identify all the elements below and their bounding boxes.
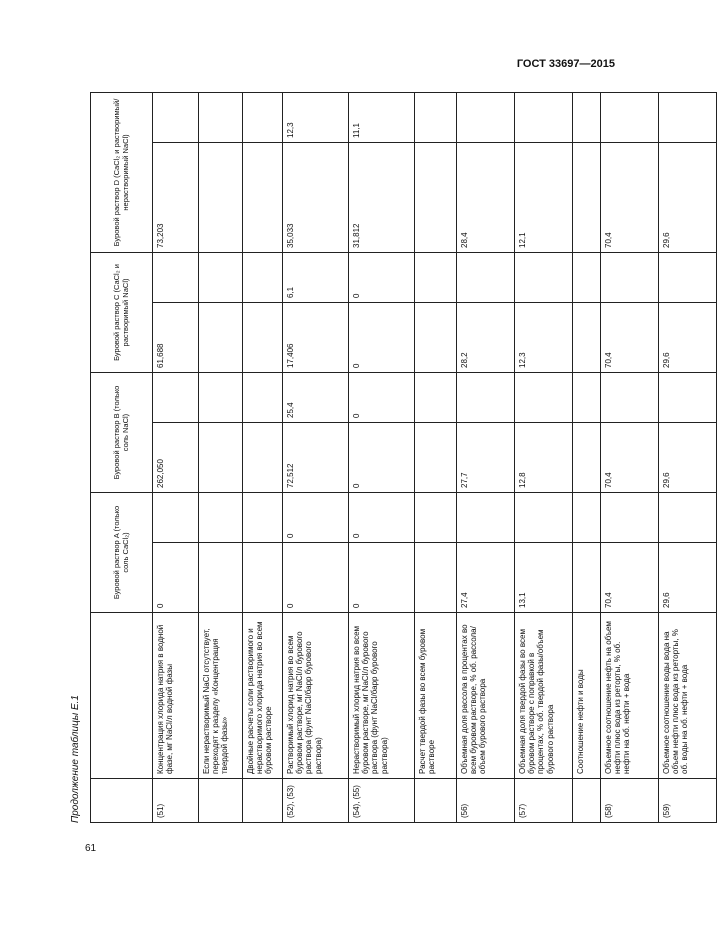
value-cell bbox=[601, 252, 659, 302]
row-description-cell: Соотношение нефти и воды bbox=[573, 613, 601, 779]
value-cell: 29,6 bbox=[659, 423, 717, 493]
row-number-cell bbox=[243, 779, 283, 823]
value-cell: 0 bbox=[349, 423, 415, 493]
value-cell: 12,8 bbox=[515, 423, 573, 493]
row-number-cell: (54), (55) bbox=[349, 779, 415, 823]
value-cell: 0 bbox=[153, 543, 199, 613]
value-cell: 27,4 bbox=[457, 543, 515, 613]
value-cell: 70,4 bbox=[601, 142, 659, 252]
value-cell bbox=[153, 92, 199, 142]
table-row bbox=[153, 92, 199, 822]
value-cell: 0 bbox=[283, 543, 349, 613]
value-cell bbox=[199, 303, 243, 373]
value-cell bbox=[659, 92, 717, 142]
row-description-cell: Объемное соотношение нефть на объем нефти плюс вода из реторты, % об. нефти на об. нефти + вода bbox=[601, 613, 659, 779]
value-cell: 0 bbox=[349, 493, 415, 543]
value-cell: 0 bbox=[349, 303, 415, 373]
header-cell-solution-a: Буровой раствор A (только соль CaCl₂) bbox=[91, 493, 153, 613]
value-cell: 262,050 bbox=[153, 423, 199, 493]
value-cell bbox=[573, 493, 601, 543]
value-cell bbox=[515, 92, 573, 142]
row-description-cell: Если нерастворимый NaCl отсутствует, переходят к разделу «Концентрация твердой фазы» bbox=[199, 613, 243, 779]
row-number-cell bbox=[199, 779, 243, 823]
table-row bbox=[515, 92, 573, 822]
value-cell: 12,3 bbox=[515, 303, 573, 373]
table-row bbox=[457, 92, 515, 822]
value-cell bbox=[573, 423, 601, 493]
value-cell bbox=[457, 493, 515, 543]
value-cell bbox=[457, 373, 515, 423]
value-cell: 73,203 bbox=[153, 142, 199, 252]
row-number-cell bbox=[415, 779, 457, 823]
value-cell bbox=[243, 493, 283, 543]
value-cell bbox=[457, 92, 515, 142]
value-cell bbox=[199, 142, 243, 252]
value-cell bbox=[153, 252, 199, 302]
table-row bbox=[199, 92, 243, 822]
value-cell bbox=[573, 303, 601, 373]
data-table bbox=[90, 92, 717, 823]
value-cell bbox=[601, 493, 659, 543]
table-row bbox=[601, 92, 659, 822]
value-cell bbox=[153, 373, 199, 423]
value-cell bbox=[573, 252, 601, 302]
value-cell bbox=[199, 423, 243, 493]
value-cell: 61,688 bbox=[153, 303, 199, 373]
value-cell: 12,3 bbox=[283, 92, 349, 142]
value-cell bbox=[415, 142, 457, 252]
value-cell bbox=[415, 493, 457, 543]
value-cell: 0 bbox=[349, 543, 415, 613]
value-cell bbox=[573, 142, 601, 252]
value-cell: 11,1 bbox=[349, 92, 415, 142]
row-number-cell: (51) bbox=[153, 779, 199, 823]
value-cell bbox=[573, 92, 601, 142]
value-cell: 0 bbox=[283, 493, 349, 543]
row-description-cell: Двойные расчеты соли растворимого и нерастворимого хлорида натрия во всем буровом растворе bbox=[243, 613, 283, 779]
value-cell bbox=[515, 373, 573, 423]
value-cell bbox=[243, 252, 283, 302]
value-cell: 12,1 bbox=[515, 142, 573, 252]
row-description-cell: Нерастворимый хлорид натрия во всем буровом растворе, мг NaCl/л бурового раствора (фунт NaCl/барр бурового раствора) bbox=[349, 613, 415, 779]
value-cell: 17,406 bbox=[283, 303, 349, 373]
row-number-cell: (56) bbox=[457, 779, 515, 823]
standard-code: ГОСТ 33697—2015 bbox=[516, 58, 615, 70]
table-row bbox=[659, 92, 717, 822]
value-cell bbox=[573, 373, 601, 423]
value-cell: 29,6 bbox=[659, 142, 717, 252]
value-cell bbox=[601, 373, 659, 423]
value-cell bbox=[199, 543, 243, 613]
value-cell: 35,033 bbox=[283, 142, 349, 252]
row-number-cell bbox=[573, 779, 601, 823]
row-description-cell: Концентрация хлорида натрия в водной фазе, мг NaCl/л водной фазы bbox=[153, 613, 199, 779]
value-cell: 29,6 bbox=[659, 303, 717, 373]
header-cell-desc bbox=[91, 613, 153, 779]
value-cell: 70,4 bbox=[601, 423, 659, 493]
row-description-cell: Расчет твердой фазы во всем буровом растворе bbox=[415, 613, 457, 779]
value-cell: 13,1 bbox=[515, 543, 573, 613]
header-cell-solution-b: Буровой раствор B (только соль NaCl) bbox=[91, 373, 153, 493]
row-description-cell: Объемная доля твердой фазы во всем буровом растворе с поправкой в процентах, % об. твердой фазы/объем бурового раствора bbox=[515, 613, 573, 779]
value-cell bbox=[153, 493, 199, 543]
value-cell: 72,512 bbox=[283, 423, 349, 493]
value-cell: 28,2 bbox=[457, 303, 515, 373]
row-number-cell: (57) bbox=[515, 779, 573, 823]
value-cell bbox=[515, 252, 573, 302]
value-cell bbox=[515, 493, 573, 543]
value-cell: 31,812 bbox=[349, 142, 415, 252]
value-cell bbox=[243, 543, 283, 613]
header-cell-num bbox=[91, 779, 153, 823]
table-row bbox=[573, 92, 601, 822]
page-number: 61 bbox=[85, 843, 97, 854]
value-cell: 25,4 bbox=[283, 373, 349, 423]
value-cell: 0 bbox=[349, 373, 415, 423]
value-cell bbox=[243, 142, 283, 252]
value-cell bbox=[243, 303, 283, 373]
value-cell bbox=[199, 252, 243, 302]
row-description-cell: Объемное соотношение воды вода на объем нефти плюс вода из реторты, % об. воды на об. нефти + вода bbox=[659, 613, 717, 779]
value-cell bbox=[415, 543, 457, 613]
table-header-row bbox=[91, 92, 153, 822]
table-row bbox=[243, 92, 283, 822]
value-cell bbox=[243, 423, 283, 493]
value-cell bbox=[457, 252, 515, 302]
value-cell bbox=[415, 303, 457, 373]
value-cell bbox=[415, 92, 457, 142]
value-cell: 6,1 bbox=[283, 252, 349, 302]
value-cell bbox=[659, 252, 717, 302]
value-cell: 70,4 bbox=[601, 543, 659, 613]
value-cell: 70,4 bbox=[601, 303, 659, 373]
value-cell bbox=[415, 423, 457, 493]
table-row bbox=[283, 92, 349, 822]
value-cell: 0 bbox=[349, 252, 415, 302]
value-cell bbox=[243, 373, 283, 423]
header-cell-solution-c: Буровой раствор C (CaCl₂ и растворимый NaCl) bbox=[91, 252, 153, 372]
row-description-cell: Растворимый хлорид натрия во всем буровом растворе, мг NaCl/л бурового раствора (фунт NaCl/барр бурового раствора) bbox=[283, 613, 349, 779]
value-cell bbox=[243, 92, 283, 142]
value-cell bbox=[199, 92, 243, 142]
row-number-cell: (59) bbox=[659, 779, 717, 823]
value-cell bbox=[659, 493, 717, 543]
rotated-table-container bbox=[90, 93, 690, 823]
value-cell: 28,4 bbox=[457, 142, 515, 252]
table-row bbox=[415, 92, 457, 822]
value-cell bbox=[601, 92, 659, 142]
value-cell bbox=[199, 373, 243, 423]
row-number-cell: (52), (53) bbox=[283, 779, 349, 823]
value-cell bbox=[199, 493, 243, 543]
value-cell bbox=[659, 373, 717, 423]
value-cell bbox=[415, 373, 457, 423]
table-row bbox=[349, 92, 415, 822]
value-cell: 29,6 bbox=[659, 543, 717, 613]
value-cell bbox=[573, 543, 601, 613]
value-cell bbox=[415, 252, 457, 302]
row-description-cell: Объемная доля рассола в процентах во всем буровом растворе, % об. рассола/объем бурового раствора bbox=[457, 613, 515, 779]
table-caption: Продолжение таблицы Е.1 bbox=[70, 695, 81, 823]
row-number-cell: (58) bbox=[601, 779, 659, 823]
value-cell: 27,7 bbox=[457, 423, 515, 493]
header-cell-solution-d: Буровой раствор D (CaCl₂ и растворимый/нерастворимый NaCl) bbox=[91, 92, 153, 252]
